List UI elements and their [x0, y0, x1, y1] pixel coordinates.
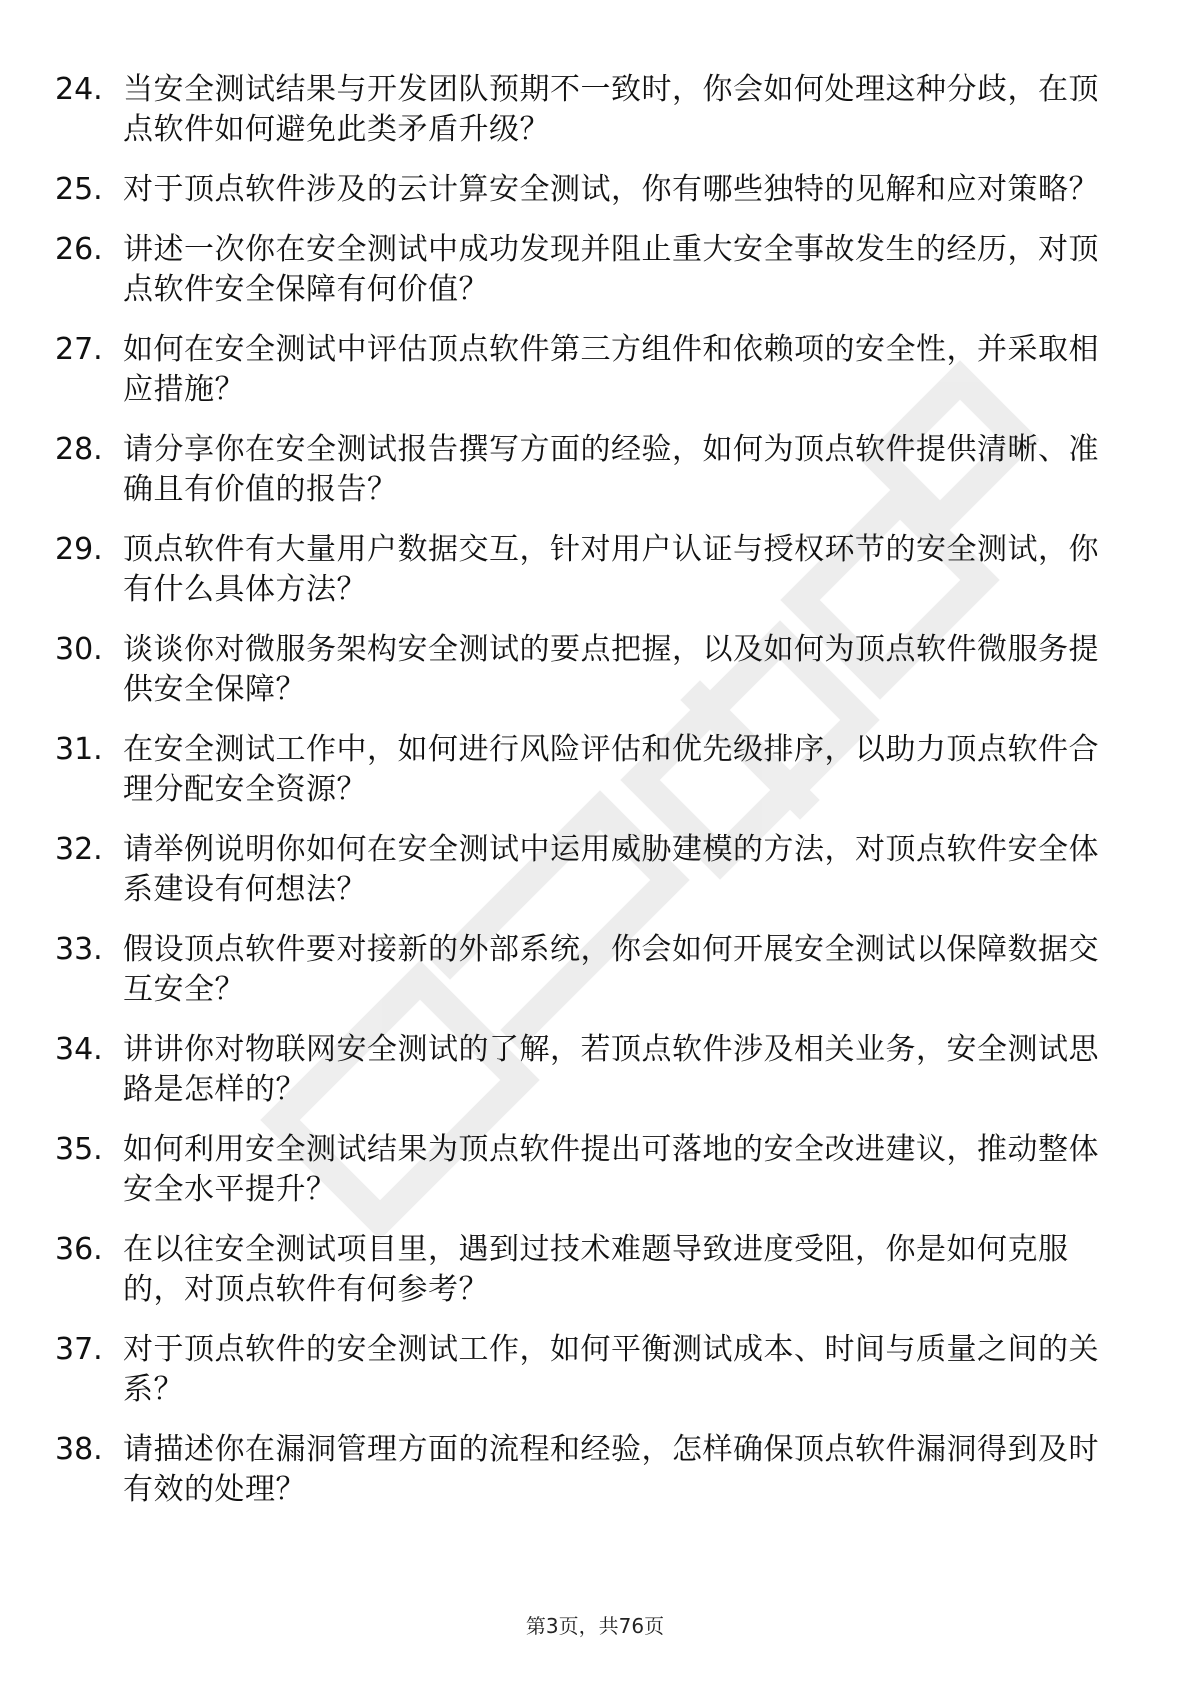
question-number: 33. — [55, 932, 103, 967]
question-number: 28. — [55, 432, 103, 467]
list-item — [55, 630, 1115, 710]
question-list — [55, 70, 1115, 1530]
question-text: 谈谈你对微服务架构安全测试的要点把握，以及如何为顶点软件微服务提供安全保障？ — [123, 632, 1099, 707]
question-number: 37. — [55, 1332, 103, 1367]
question-text: 讲讲你对物联网安全测试的了解，若顶点软件涉及相关业务，安全测试思路是怎样的？ — [123, 1032, 1099, 1107]
question-number: 25. — [55, 172, 103, 207]
page-number: 第3页，共76页 — [525, 1614, 665, 1638]
list-item — [55, 1230, 1115, 1310]
question-text: 请分享你在安全测试报告撰写方面的经验，如何为顶点软件提供清晰、准确且有价值的报告？ — [123, 432, 1099, 507]
question-text: 对于顶点软件涉及的云计算安全测试，你有哪些独特的见解和应对策略？ — [123, 172, 1099, 207]
question-number: 26. — [55, 232, 103, 267]
question-text: 请举例说明你如何在安全测试中运用威胁建模的方法，对顶点软件安全体系建设有何想法？ — [123, 832, 1099, 907]
question-text: 如何利用安全测试结果为顶点软件提出可落地的安全改进建议，推动整体安全水平提升？ — [123, 1132, 1099, 1207]
list-item — [55, 430, 1115, 510]
question-number: 36. — [55, 1232, 103, 1267]
question-text: 假设顶点软件要对接新的外部系统，你会如何开展安全测试以保障数据交互安全？ — [123, 932, 1099, 1007]
list-item — [55, 330, 1115, 410]
list-item — [55, 830, 1115, 910]
question-number: 29. — [55, 532, 103, 567]
list-item — [55, 170, 1115, 210]
list-item — [55, 230, 1115, 310]
list-item — [55, 70, 1115, 150]
question-text: 对于顶点软件的安全测试工作，如何平衡测试成本、时间与质量之间的关系？ — [123, 1332, 1099, 1407]
list-item — [55, 1430, 1115, 1510]
list-item — [55, 730, 1115, 810]
question-number: 32. — [55, 832, 103, 867]
question-text: 在以往安全测试项目里，遇到过技术难题导致进度受阻，你是如何克服的，对顶点软件有何参考？ — [123, 1232, 1069, 1307]
question-text: 如何在安全测试中评估顶点软件第三方组件和依赖项的安全性，并采取相应措施？ — [123, 332, 1099, 407]
question-text: 讲述一次你在安全测试中成功发现并阻止重大安全事故发生的经历，对顶点软件安全保障有何价值？ — [123, 232, 1099, 307]
question-number: 24. — [55, 72, 103, 107]
list-item — [55, 530, 1115, 610]
question-number: 34. — [55, 1032, 103, 1067]
question-number: 27. — [55, 332, 103, 367]
question-text: 请描述你在漏洞管理方面的流程和经验，怎样确保顶点软件漏洞得到及时有效的处理？ — [123, 1432, 1099, 1507]
list-item — [55, 930, 1115, 1010]
question-text: 在安全测试工作中，如何进行风险评估和优先级排序，以助力顶点软件合理分配安全资源？ — [123, 732, 1099, 807]
question-text: 当安全测试结果与开发团队预期不一致时，你会如何处理这种分歧，在顶点软件如何避免此类矛盾升级？ — [123, 72, 1099, 147]
list-item — [55, 1130, 1115, 1210]
question-number: 30. — [55, 632, 103, 667]
question-text: 顶点软件有大量用户数据交互，针对用户认证与授权环节的安全测试，你有什么具体方法？ — [123, 532, 1099, 607]
question-number: 38. — [55, 1432, 103, 1467]
question-number: 35. — [55, 1132, 103, 1167]
list-item — [55, 1330, 1115, 1410]
question-number: 31. — [55, 732, 103, 767]
list-item — [55, 1030, 1115, 1110]
